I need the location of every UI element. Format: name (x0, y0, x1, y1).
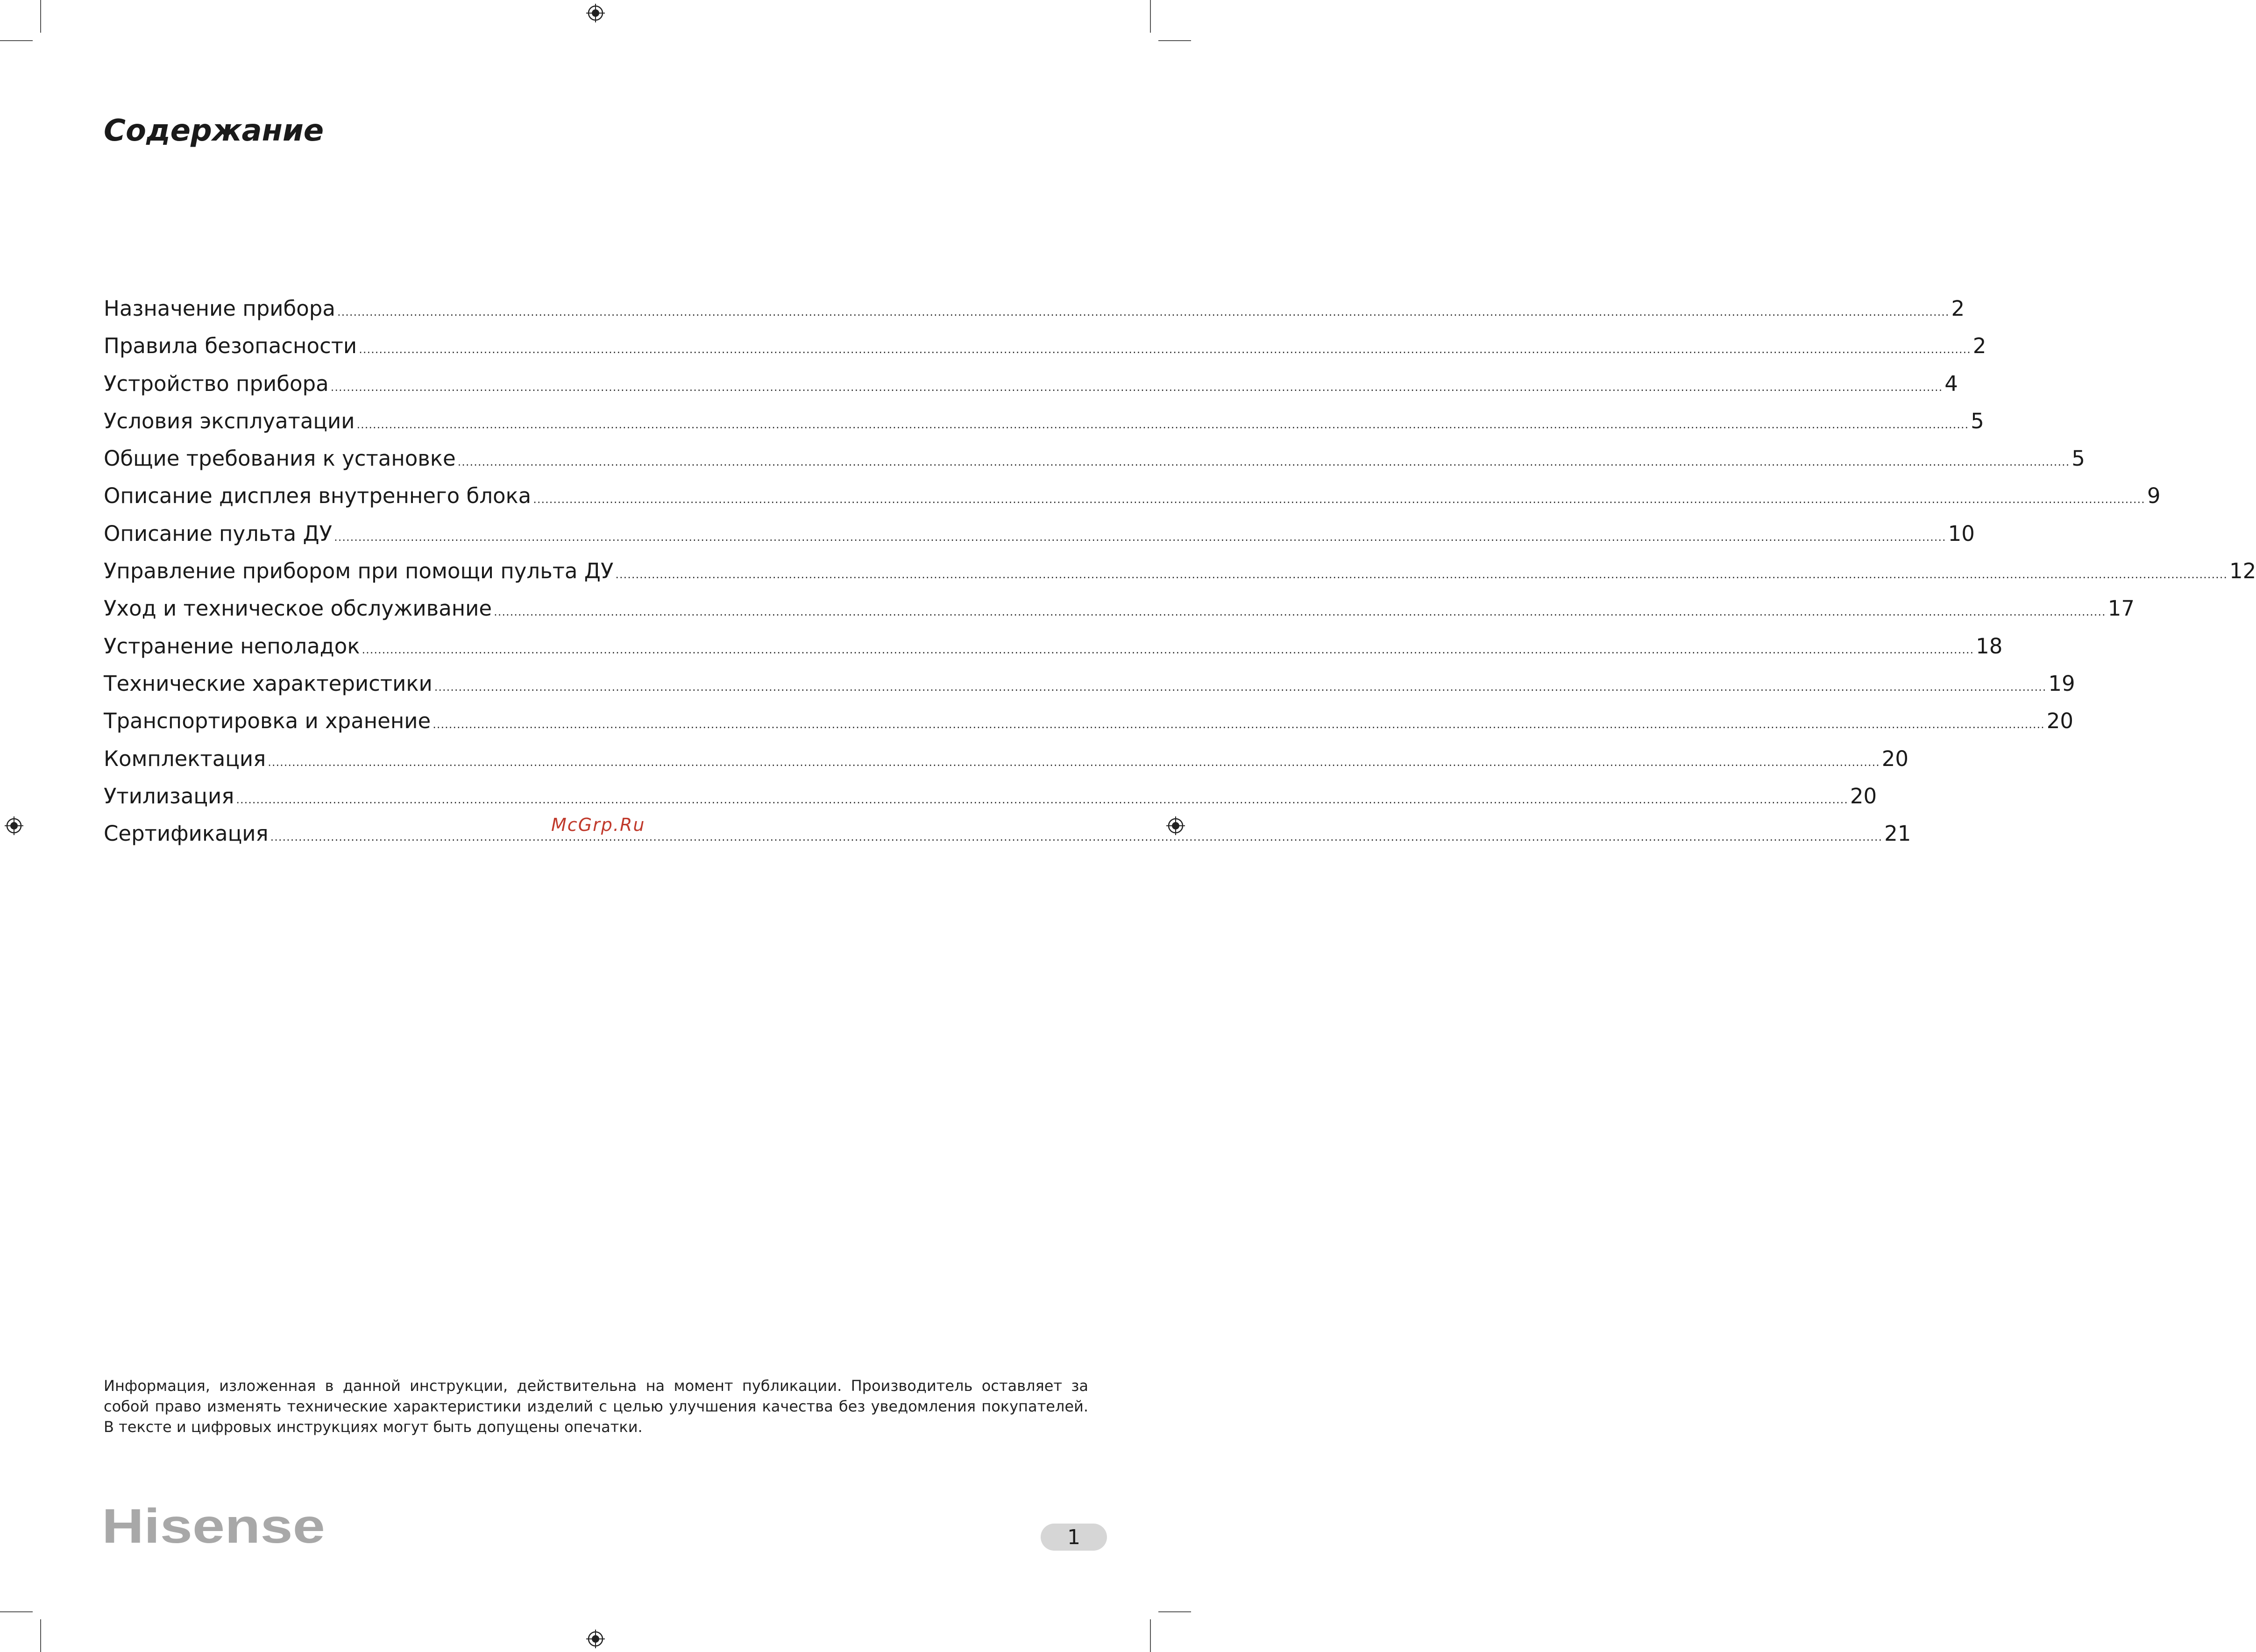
toc-entry[interactable] (104, 709, 2074, 748)
toc-entry-label: Комплектация (104, 746, 266, 771)
brand-logo-text: Hisense (102, 1499, 325, 1553)
toc-dot-leader: ................................................................................................................................................................................................................................................................................................................................................................................................................ (268, 755, 1880, 769)
toc-entry-page: 17 (2107, 596, 2135, 621)
disclaimer-note: Информация, изложенная в данной инструкции, действительна на момент публикации. Производитель оставляет за собой право изменять технические характеристики изделий с целью улучшения качества без уведомления покупателей. В тексте и цифровых инструкциях могут быть допущены опечатки. (104, 1377, 1088, 1436)
registration-mark-icon (586, 4, 605, 22)
crop-mark (1150, 1619, 1151, 1652)
toc-dot-leader: ................................................................................................................................................................................................................................................................................................................................................................................................................ (494, 605, 2106, 619)
toc-entry[interactable] (104, 746, 1909, 786)
toc-entry[interactable] (104, 596, 2135, 635)
toc-dot-leader: ................................................................................................................................................................................................................................................................................................................................................................................................................ (434, 680, 2047, 694)
crop-mark (1150, 0, 1151, 33)
toc-entry-label: Правила безопасности (104, 333, 357, 359)
toc-entry-page: 4 (1944, 371, 1958, 396)
toc-dot-leader: ................................................................................................................................................................................................................................................................................................................................................................................................................ (615, 568, 2228, 581)
crop-mark (40, 1619, 41, 1652)
registration-mark-icon (5, 816, 23, 835)
toc-entry-page: 18 (1976, 633, 2003, 659)
registration-mark-icon (586, 1630, 605, 1648)
toc-entry-page: 12 (2229, 559, 2256, 584)
toc-entry-label: Описание пульта ДУ (104, 521, 333, 546)
toc-entry[interactable] (104, 483, 2161, 523)
toc-dot-leader: ................................................................................................................................................................................................................................................................................................................................................................................................................ (362, 643, 1974, 656)
toc-dot-leader: ................................................................................................................................................................................................................................................................................................................................................................................................................ (533, 493, 2145, 506)
toc-dot-leader: ................................................................................................................................................................................................................................................................................................................................................................................................................ (337, 305, 1950, 319)
toc-entry[interactable] (104, 371, 1958, 411)
toc-dot-leader: ................................................................................................................................................................................................................................................................................................................................................................................................................ (236, 793, 1848, 806)
toc-entry[interactable] (104, 559, 2256, 598)
toc-entry-label: Описание дисплея внутреннего блока (104, 483, 532, 509)
toc-entry-page: 19 (2048, 671, 2075, 696)
toc-dot-leader: ................................................................................................................................................................................................................................................................................................................................................................................................................ (334, 530, 1946, 544)
toc-entry-label: Устройство прибора (104, 371, 329, 396)
toc-entry[interactable] (104, 671, 2075, 710)
toc-entry-page: 9 (2147, 483, 2161, 509)
toc-dot-leader: ................................................................................................................................................................................................................................................................................................................................................................................................................ (433, 718, 2045, 731)
page-title: Содержание (104, 113, 324, 148)
toc-entry-page: 20 (2046, 709, 2074, 734)
toc-entry-page: 20 (1850, 783, 1877, 808)
toc-entry-page: 5 (2072, 446, 2085, 471)
toc-entry[interactable] (104, 296, 1965, 335)
toc-entry-label: Утилизация (104, 783, 234, 808)
table-of-contents (104, 296, 2256, 860)
toc-dot-leader: ................................................................................................................................................................................................................................................................................................................................................................................................................ (330, 380, 1943, 394)
toc-entry-label: Устранение неполадок (104, 633, 360, 659)
toc-dot-leader: ................................................................................................................................................................................................................................................................................................................................................................................................................ (270, 830, 1883, 844)
toc-entry-page: 20 (1881, 746, 1909, 771)
watermark: McGrp.Ru (551, 815, 646, 835)
brand-logo (102, 1499, 326, 1553)
toc-entry[interactable] (104, 633, 2003, 673)
toc-dot-leader: ................................................................................................................................................................................................................................................................................................................................................................................................................ (359, 343, 1971, 356)
toc-entry-page: 21 (1884, 821, 1911, 846)
toc-entry-page: 10 (1948, 521, 1975, 546)
toc-entry-label: Транспортировка и хранение (104, 709, 431, 734)
toc-entry-label: Технические характеристики (104, 671, 433, 696)
crop-mark (1158, 1611, 1191, 1612)
toc-entry-label: Уход и техническое обслуживание (104, 596, 492, 621)
toc-dot-leader: ................................................................................................................................................................................................................................................................................................................................................................................................................ (356, 418, 1969, 431)
toc-entry[interactable] (104, 333, 1986, 373)
toc-entry-page: 2 (1972, 333, 1986, 359)
toc-dot-leader: ................................................................................................................................................................................................................................................................................................................................................................................................................ (457, 455, 2070, 469)
toc-entry-page: 2 (1951, 296, 1965, 321)
page-number-badge: 1 (1041, 1524, 1107, 1551)
toc-entry-label: Сертификация (104, 821, 269, 846)
crop-mark (1158, 40, 1191, 41)
toc-entry-label: Назначение прибора (104, 296, 335, 321)
crop-mark (0, 40, 33, 41)
toc-entry[interactable] (104, 521, 1975, 560)
toc-entry-label: Управление прибором при помощи пульта ДУ (104, 559, 614, 584)
toc-entry-label: Условия эксплуатации (104, 408, 355, 433)
toc-entry-page: 5 (1971, 408, 1984, 433)
crop-mark (0, 1611, 33, 1612)
toc-entry[interactable] (104, 408, 1984, 448)
crop-mark (40, 0, 41, 33)
toc-entry[interactable] (104, 446, 2085, 485)
toc-entry-label: Общие требования к установке (104, 446, 456, 471)
